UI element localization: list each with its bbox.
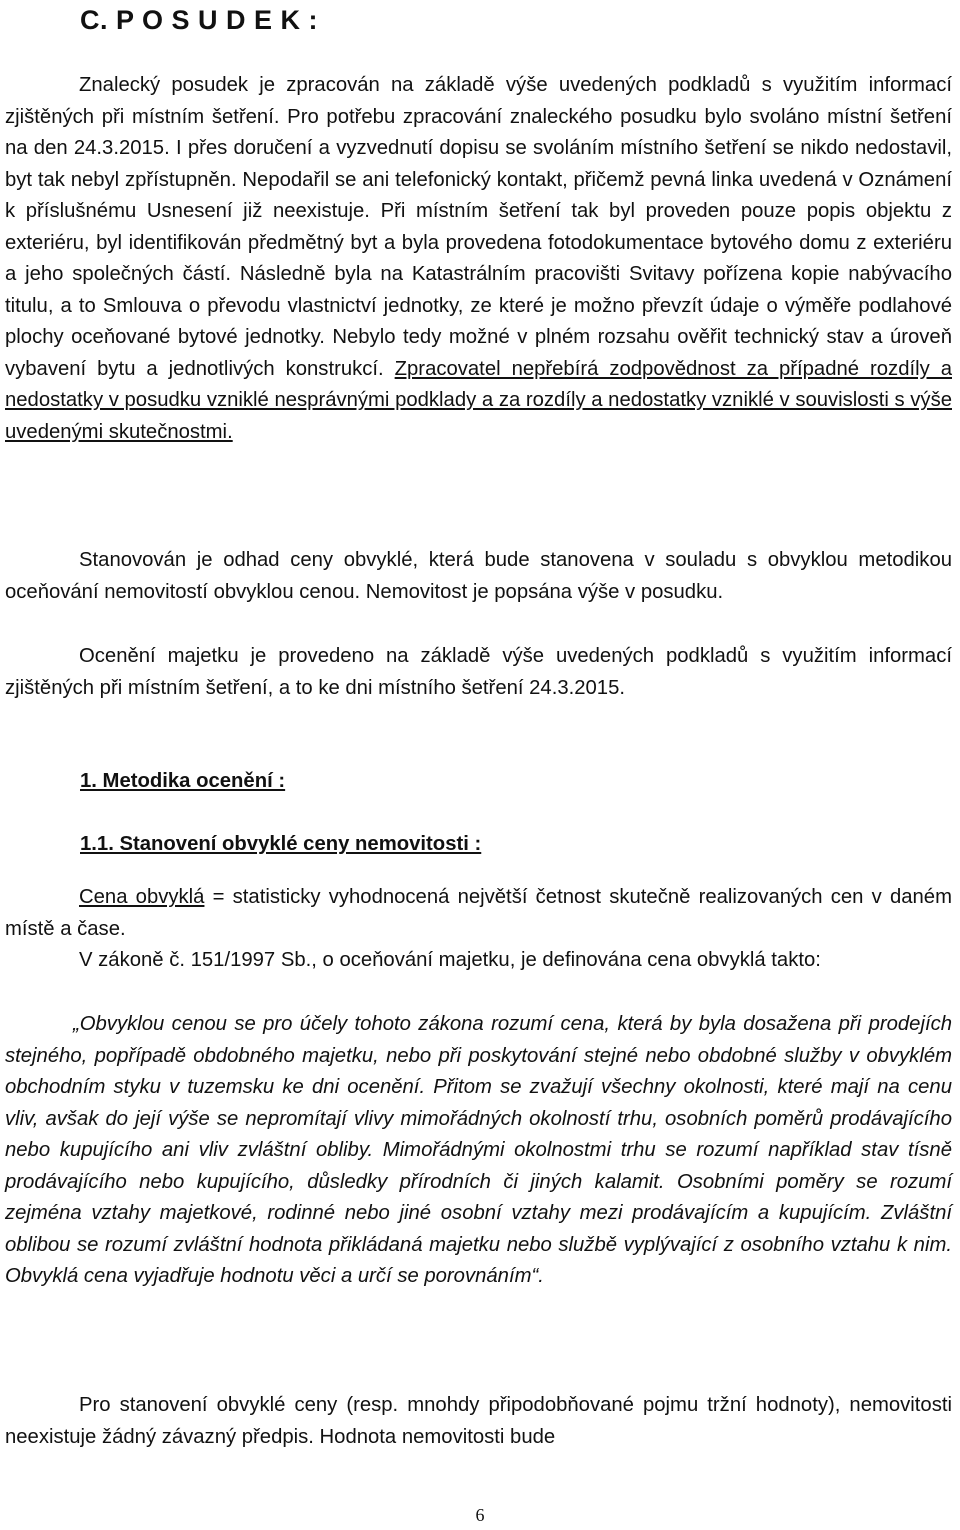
section-1-1-heading: 1.1. Stanovení obvyklé ceny nemovitosti : (80, 833, 482, 855)
section-1-heading: 1. Metodika ocenění : (80, 770, 286, 792)
definition-term: Cena obvyklá (79, 886, 205, 908)
valuation-paragraph: Ocenění majetku je provedeno na základě výše uvedených podkladů s využitím informací zjištěných při místním šetření, a to ke dni místního šetření 24.3.2015. (5, 645, 952, 699)
law-intro-paragraph: V zákoně č. 151/1997 Sb., o oceňování majetku, je definována cena obvyklá takto: (79, 949, 821, 971)
definition-text: = statisticky vyhodnocená největší četnost skutečně realizovaných cen v daném místě a čase. (5, 886, 952, 940)
page-number: 6 (475, 1505, 485, 1525)
estimate-paragraph: Stanovován je odhad ceny obvyklé, která bude stanovena v souladu s obvyklou metodikou oceňování nemovitostí obvyklou cenou. Nemovitost je popsána výše v posudku. (5, 549, 952, 603)
disclaimer-text: Zpracovatel nepřebírá zodpovědnost za případné rozdíly a nedostatky v posudku vzniklé nesprávnými podklady a za rozdíly a nedostatky vzniklé v souvislosti s výše uvedenými skutečnostmi. (5, 357, 952, 443)
intro-text: Znalecký posudek je zpracován na základě výše uvedených podkladů s využitím informací zjištěných při místním šetření. Pro potřebu zpracování znaleckého posudku bylo svoláno místní šetření na den 24.3.2015. I přes doručení a vyzvednutí dopisu se svoláním místního šetření se nikdo nedostavil, byt tak nebyl zpřístupněn. Nepodařil se ani telefonický kontakt, přičemž pevná linka uvedená v Oznámení k příslušnému Usnesení již neexistuje. Při místním šetření tak byl proveden pouze popis objektu z exteriéru, byl identifikován předmětný byt a byla provedena fotodokumentace bytového domu z exteriéru a jeho společných částí. Následně byla na Katastrálním pracovišti Svitavy pořízena kopie nabývacího titulu, a to Smlouva o převodu vlastnictví jednotky, ze které je možno převzít údaje o výměře podlahové plochy oceňované bytové jednotky. Nebylo tedy možné v plném rozsahu ověřit technický stav a úroveň vybavení bytu a jednotlivých konstrukcí. (5, 74, 952, 380)
law-quote: „Obvyklou cenou se pro účely tohoto zákona rozumí cena, která by byla dosažena při prodejích stejného, popřípadě obdobného majetku, nebo při poskytování stejné nebo obdobné služby v obvyklém obchodním styku v tuzemsku ke dni ocenění. Přitom se zvažují všechny okolnosti, které mají na cenu vliv, avšak do její výše se nepromítají vlivy mimořádných okolností trhu, osobních poměrů prodávajícího nebo kupujícího ani vliv zvláštní obliby. Mimořádnými okolnostmi trhu se rozumí například stav tísně prodávajícího nebo kupujícího, důsledky přírodních či jiných kalamit. Osobními poměry se rozumí zejména vztahy majetkové, rodinné nebo jiné osobní vztahy mezi prodávajícím a kupujícím. Zvláštní oblibou se rozumí zvláštní hodnota přikládaná majetku nebo službě vyplývající z osobního vztahu k nim. Obvyklá cena vyjadřuje hodnotu věci a určí se porovnáním“. (5, 1013, 952, 1287)
closing-paragraph: Pro stanovení obvyklé ceny (resp. mnohdy připodobňované pojmu tržní hodnoty), nemovitosti neexistuje žádný závazný předpis. Hodnota nemovitosti bude (5, 1394, 952, 1448)
definition-paragraph (5, 882, 952, 945)
section-heading: C. P O S U D E K : (80, 5, 319, 35)
intro-paragraph (5, 70, 952, 448)
